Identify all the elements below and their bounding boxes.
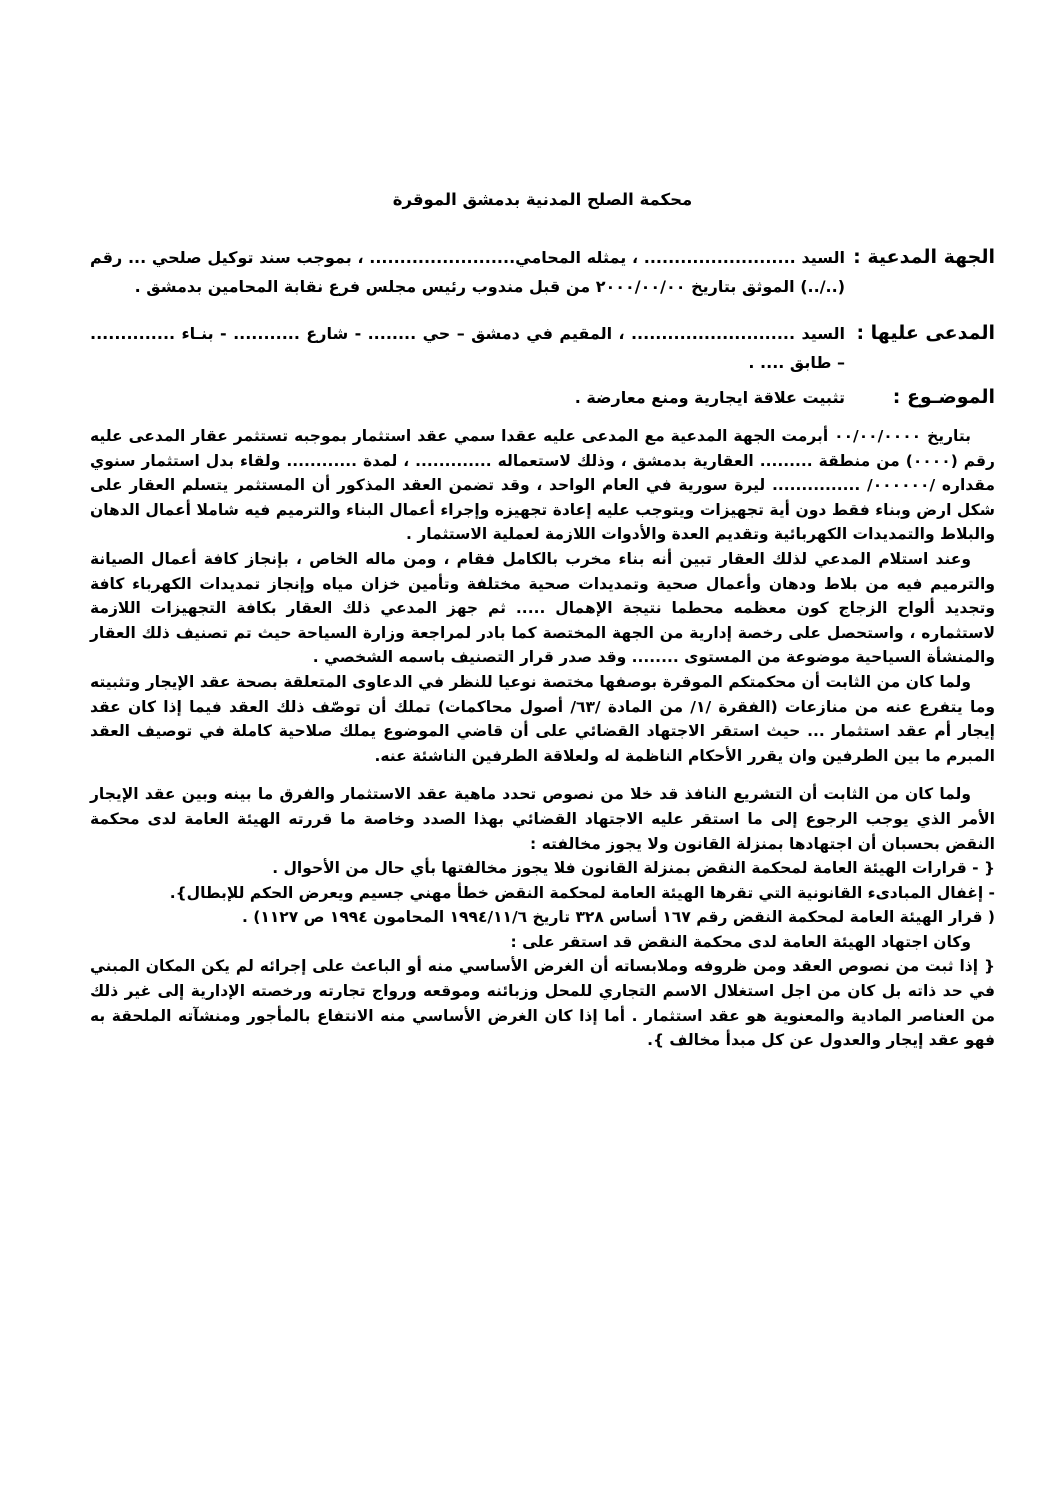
quote-precedent: { إذا ثبت من نصوص العقد ومن ظروفه وملابساته أن الغرض الأساسي منه أو الباعث على إجرائه لم يكن المكان المبني في حد ذاته بل كان من اجل استغلال الاسم التجاري للمحل وزبائنه وموقعه ورواج تجارته ورخصته الإدارية إلى غير ذلك من العناصر المادية والمعنوية هو عقد استثمار . أما إذا كان الغرض الأساسي منه الانتفاع بالمأجور ومنشآته الملحقة به فهو عقد إيجار والعدول عن كل مبدأ مخالف }. bbox=[90, 957, 995, 1050]
defendant-label: المدعى عليها : bbox=[856, 322, 995, 344]
subject-section bbox=[90, 383, 995, 412]
paragraph-renovation: وعند استلام المدعي لذلك العقار تبين أنه بناء مخرب بالكامل فقام ، ومن ماله الخاص ، بإنجاز كافة أعمال الصيانة والترميم فيه من بلاط ودهان وأعمال صحية وتمديدات صحية مختلفة وتأمين خزان مياه وإنجاز تمديدات الكهرباء كافة وتجديد ألواح الزجاج كون معظمه محطما نتيجة الإهمال ..... ثم جهز المدعي ذلك العقار بكافة التجهيزات اللازمة لاستثماره ، واستحصل على رخصة إدارية من الجهة المختصة كما بادر لمراجعة وزارة السياحة حيث تم تصنيف ذلك العقار والمنشأة السياحية موضوعة من المستوى ........ وقد صدر قرار التصنيف باسمه الشخصي . bbox=[90, 549, 995, 667]
court-title: محكمة الصلح المدنية بدمشق الموقرة bbox=[392, 190, 693, 209]
subject-label: الموضـوع : bbox=[892, 386, 995, 408]
paragraph-precedent-intro: وكان اجتهاد الهيئة العامة لدى محكمة النقض قد استقر على : bbox=[510, 932, 971, 951]
plaintiff-text: السيد ......................... ، يمثله المحامي........................ ، بموجب سند توكيل صلحي ... رقم (../..) الموثق بتاريخ ٢٠٠٠/٠٠/٠٠ من قبل مندوب رئيس مجلس فرع نقابة المحامين بدمشق . bbox=[90, 248, 845, 296]
subject-text: تثبيت علاقة ايجارية ومنع معارضة . bbox=[574, 388, 845, 407]
ruling-citation: ( قرار الهيئة العامة لمحكمة النقض رقم ١٦٧ أساس ٣٢٨ تاريخ ١٩٩٤/١١/٦ المحامون ١٩٩٤ ص ١١٢٧) . bbox=[241, 908, 995, 927]
defendant-text: السيد ........................... ، المقيم في دمشق – حي ........ - شارع ........... - بنـاء .............. – طابق .... . bbox=[90, 324, 845, 372]
plaintiff-label: الجهة المدعية : bbox=[853, 246, 995, 268]
quote-ruling-2: - إغفال المبادىء القانونية التي تقرها الهيئة العامة لمحكمة النقض خطأ مهني جسيم ويعرض الحكم للإبطال}. bbox=[169, 883, 995, 902]
paragraph-legislation: ولما كان من الثابت أن التشريع النافذ قد خلا من نصوص تحدد ماهية عقد الاستثمار والفرق ما بينه وبين عقد الإيجار الأمر الذي يوجب الرجوع إلى ما استقر عليه الاجتهاد القضائي بهذا الصدد وخاصة ما قررته الهيئة العامة لدى محكمة النقض بحسبان أن اجتهادها بمنزلة القانون ولا يجوز مخالفته : bbox=[90, 785, 995, 853]
defendant-section bbox=[90, 319, 995, 377]
plaintiff-section bbox=[90, 243, 995, 301]
paragraph-jurisdiction: ولما كان من الثابت أن محكمتكم الموقرة بوصفها مختصة نوعيا للنظر في الدعاوى المتعلقة بصحة عقد الإيجار وتثبيته وما يتفرع عنه من منازعات (الفقرة /١/ من المادة /٦٣/ أصول محاكمات) تملك أن توصّف ذلك العقد فيما إذا كان عقد إيجار أم عقد استثمار ... حيث استقر الاجتهاد القضائي على أن قاضي الموضوع يملك صلاحية كاملة في توصيف العقد المبرم ما بين الطرفين وان يقرر الأحكام الناظمة له ولعلاقة الطرفين الناشئة عنه. bbox=[90, 672, 995, 765]
document-body bbox=[90, 424, 995, 1053]
quote-ruling-1: { - قرارات الهيئة العامة لمحكمة النقض بمنزلة القانون فلا يجوز مخالفتها بأي حال من الأحوال . bbox=[272, 859, 995, 878]
document-page bbox=[90, 190, 995, 1053]
paragraph-contract: بتاريخ ٠٠/٠٠/٠٠٠٠ أبرمت الجهة المدعية مع المدعى عليه عقدا سمي عقد استثمار بموجبه تستثمر عقار المدعى عليه رقم (٠٠٠٠) من منطقة ......... العقارية بدمشق ، وذلك لاستعماله ............. ، لمدة ............ ولقاء بدل استثمار سنوي مقداره /٠٠٠٠٠٠/ ............... ليرة سورية في العام الواحد ، وقد تضمن العقد المذكور أن المستثمر يتسلم العقار على شكل ارض وبناء فقط دون أية تجهيزات ويتوجب عليه إعادة تجهيزه وإجراء أعمال البناء والترميم فيه شاملا أعمال الدهان والبلاط والتمديدات الكهربائية وتقديم العدة والأدوات اللازمة لعملية الاستثمار . bbox=[90, 427, 995, 544]
